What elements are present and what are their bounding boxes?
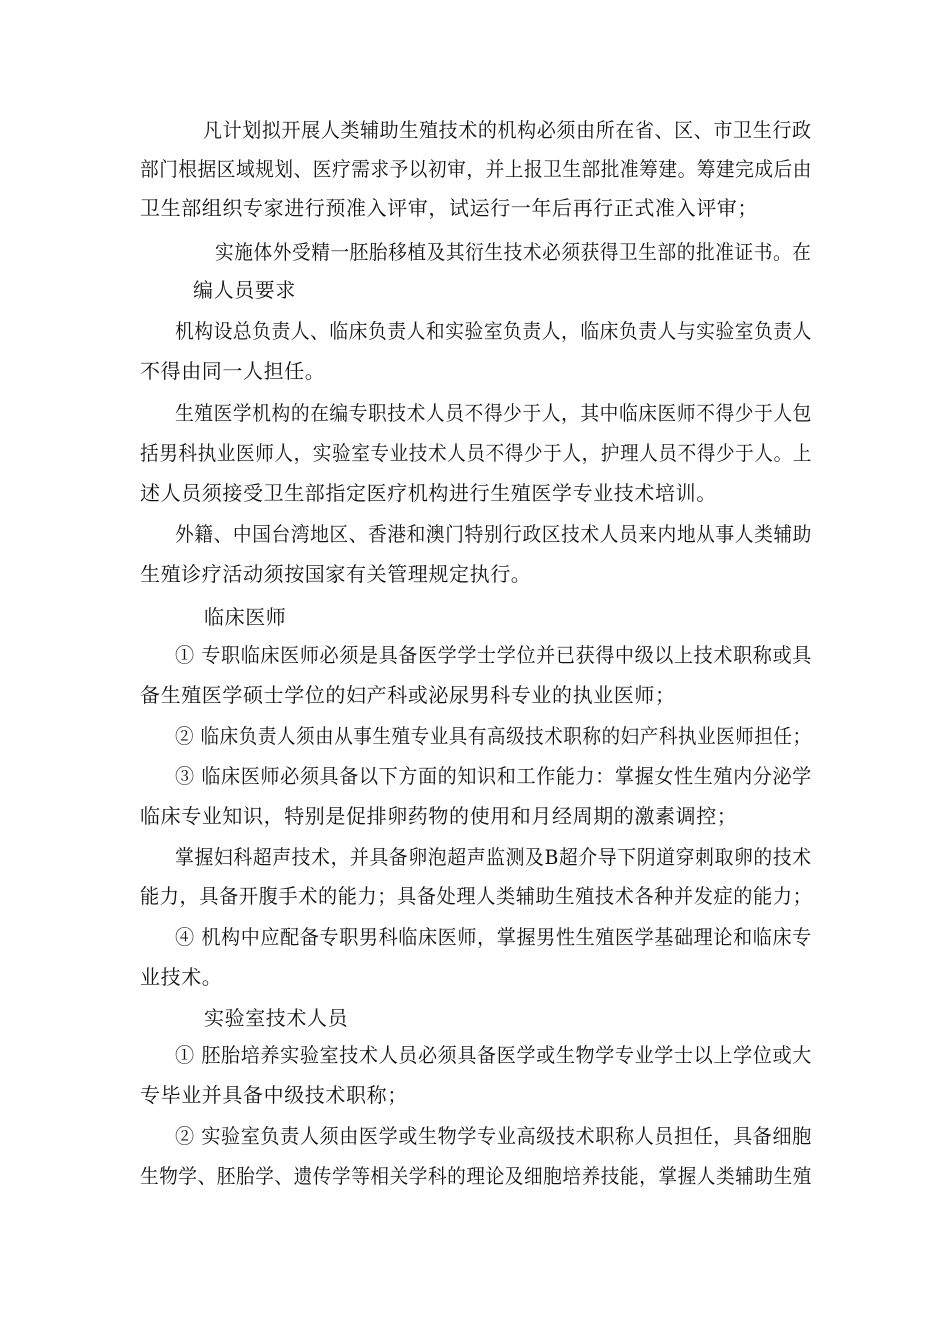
- list-item-line: 备生殖医学硕士学位的妇产科或泌尿男科专业的执业医师；: [140, 683, 676, 707]
- paragraph-line: 括男科执业医师人，实验室专业技术人员不得少于人，护理人员不得少于人。上: [140, 441, 812, 465]
- section-heading: 实验室技术人员: [204, 1006, 349, 1030]
- list-item-line: ② 临床负责人须由从事生殖专业具有高级技术职称的妇产科执业医师担任；: [175, 724, 812, 748]
- paragraph-line: 能力，具备开腹手术的能力；具备处理人类辅助生殖技术各种并发症的能力；: [140, 884, 813, 908]
- paragraph-line: 不得由同一人担任。: [140, 359, 326, 383]
- paragraph-line: 机构设总负责人、临床负责人和实验室负责人，临床负责人与实验室负责人: [175, 319, 812, 343]
- list-item-line: 业技术。: [140, 965, 223, 989]
- list-item-line: ① 专职临床医师必须是具备医学学士学位并已获得中级以上技术职称或具: [175, 643, 812, 667]
- paragraph-line: 述人员须接受卫生部指定医疗机构进行生殖医学专业技术培训。: [140, 481, 717, 505]
- paragraph-line: 掌握妇科超声技术，并具备卵泡超声监测及B超介导下阴道穿刺取卵的技术: [175, 845, 812, 869]
- list-item-line: ② 实验室负责人须由医学或生物学专业高级技术职称人员担任，具备细胞: [175, 1124, 812, 1148]
- paragraph-line: 卫生部组织专家进行预准入评审，试运行一年后再行正式准入评审；: [140, 196, 758, 220]
- paragraph-line: 生殖诊疗活动须按国家有关管理规定执行。: [140, 562, 532, 586]
- section-heading: 编人员要求: [193, 278, 296, 302]
- list-item-line: ④ 机构中应配备专职男科临床医师，掌握男性生殖医学基础理论和临床专: [175, 925, 812, 949]
- list-item-line: 生物学、胚胎学、遗传学等相关学科的理论及细胞培养技能，掌握人类辅助生殖: [140, 1164, 812, 1188]
- paragraph-line: 实施体外受精一胚胎移植及其衍生技术必须获得卫生部的批准证书。在: [215, 240, 812, 264]
- paragraph-line: 部门根据区域规划、医疗需求予以初审，并上报卫生部批准筹建。筹建完成后由: [140, 157, 812, 181]
- paragraph-line: 生殖医学机构的在编专职技术人员不得少于人，其中临床医师不得少于人包: [175, 401, 812, 425]
- list-item-line: 临床专业知识，特别是促排卵药物的使用和月经周期的激素调控；: [140, 804, 738, 828]
- paragraph-line: 外籍、中国台湾地区、香港和澳门特别行政区技术人员来内地从事人类辅助: [175, 522, 812, 546]
- paragraph-line: 凡计划拟开展人类辅助生殖技术的机构必须由所在省、区、市卫生行政: [203, 118, 812, 142]
- section-heading: 临床医师: [204, 605, 287, 629]
- list-item-line: 专毕业并具备中级技术职称；: [140, 1083, 408, 1107]
- list-item-line: ③ 临床医师必须具备以下方面的知识和工作能力：掌握女性生殖内分泌学: [175, 764, 812, 788]
- list-item-line: ① 胚胎培养实验室技术人员必须具备医学或生物学专业学士以上学位或大: [175, 1043, 812, 1067]
